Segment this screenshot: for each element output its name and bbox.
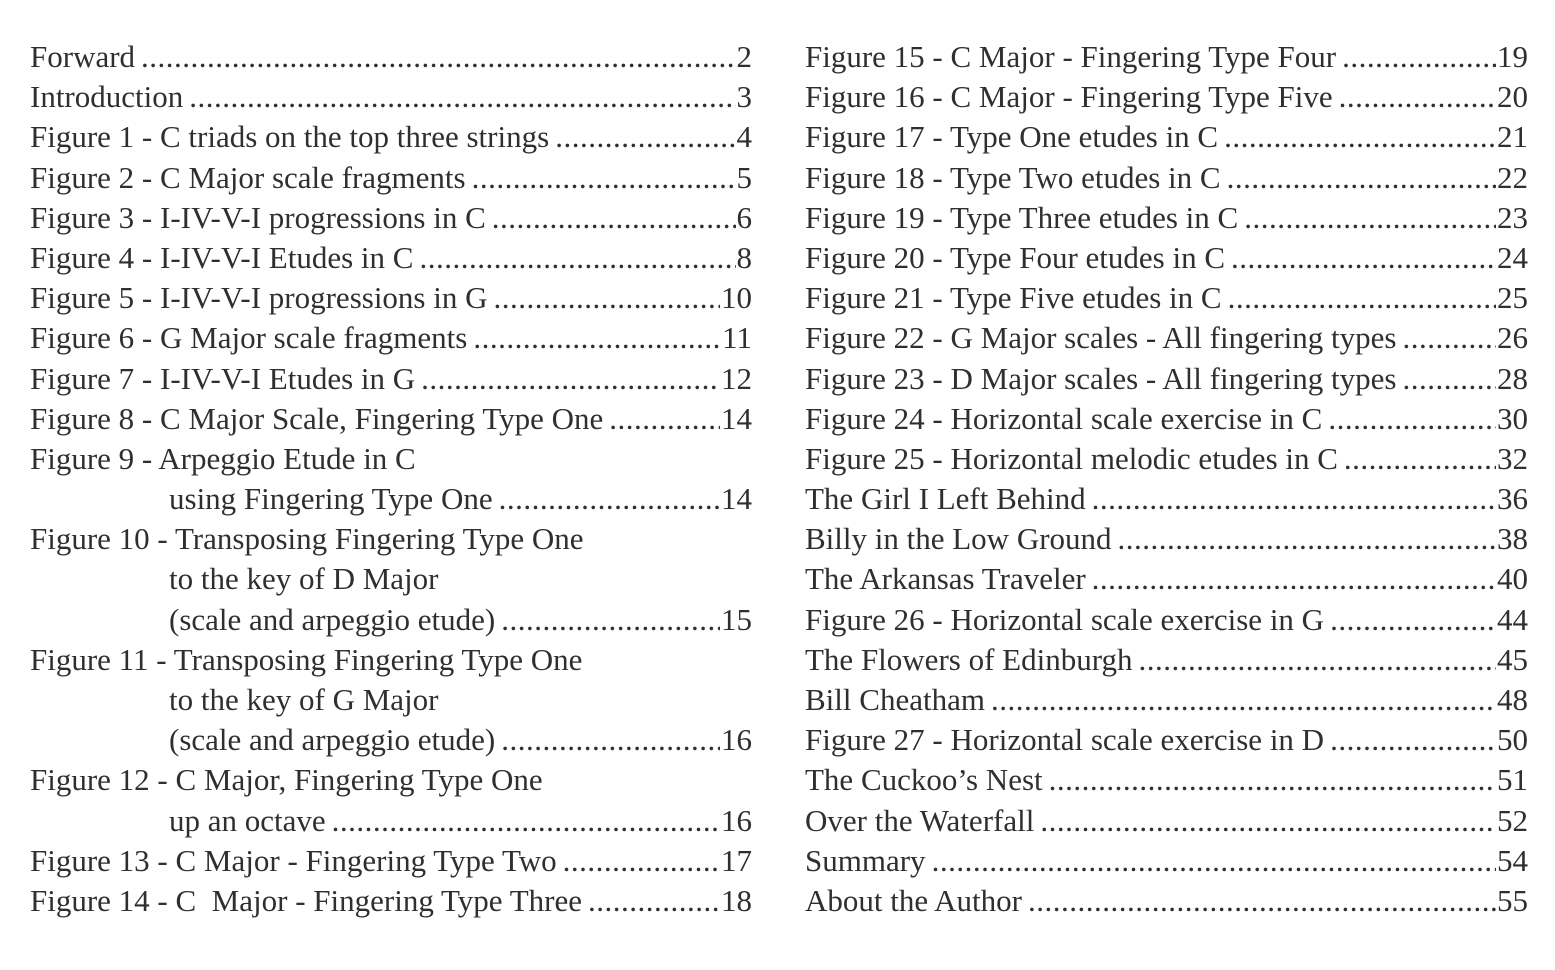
toc-page-number: 3 — [736, 79, 752, 115]
toc-entry-title: using Fingering Type One — [169, 481, 493, 517]
toc-entry-line — [805, 519, 1528, 559]
toc-entry-figure-22-g-major-scales-all-fingering-types — [805, 318, 1528, 358]
toc-entry-about-the-author — [805, 881, 1528, 921]
toc-entry-title: up an octave — [169, 802, 326, 838]
toc-entry-title: Forward — [30, 39, 136, 74]
toc-entry-line — [30, 77, 752, 117]
dot-leader — [1118, 519, 1496, 559]
toc-page-number: 30 — [1497, 400, 1528, 436]
toc-entry-figure-4-i-iv-v-i-etudes-in-c — [30, 238, 752, 278]
toc-entry-line — [805, 158, 1528, 198]
toc-page-number: 36 — [1497, 481, 1528, 517]
toc-entry-figure-13-c-major-fingering-type-two — [30, 841, 752, 881]
toc-page-number: 50 — [1497, 722, 1528, 758]
dot-leader — [419, 238, 735, 278]
toc-entry-title: Figure 25 - Horizontal melodic etudes in C — [805, 440, 1338, 476]
toc-entry-figure-10-transposing-fingering-type-one — [30, 519, 752, 640]
toc-page-number: 5 — [736, 159, 752, 195]
toc-page-number: 18 — [721, 882, 752, 918]
toc-entry-title: About the Author — [805, 882, 1022, 918]
toc-entry-title: Figure 4 - I-IV-V-I Etudes in C — [30, 239, 414, 275]
toc-entry-figure-25-horizontal-melodic-etudes-in-c — [805, 439, 1528, 479]
toc-page-number: 15 — [721, 601, 752, 637]
toc-entry-line — [30, 238, 752, 278]
dot-leader — [1224, 117, 1496, 157]
toc-entry-line — [805, 600, 1528, 640]
toc-entry-figure-24-horizontal-scale-exercise-in-c — [805, 399, 1528, 439]
toc-entry-line — [805, 559, 1528, 599]
toc-page-number: 23 — [1497, 199, 1528, 235]
dot-leader — [1040, 801, 1496, 841]
dot-leader — [1244, 198, 1496, 238]
toc-entry-figure-9-arpeggio-etude-in-c — [30, 439, 752, 519]
toc-entry-forward — [30, 37, 752, 77]
dot-leader — [492, 198, 736, 238]
toc-entry-figure-12-c-major-fingering-type-one — [30, 760, 752, 840]
toc-entry-line — [30, 359, 752, 399]
toc-entry-title: Figure 13 - C Major - Fingering Type Two — [30, 842, 557, 878]
toc-entry-line — [805, 841, 1528, 881]
dot-leader — [189, 77, 735, 117]
dot-leader — [1049, 760, 1496, 800]
toc-page-number: 20 — [1497, 79, 1528, 115]
toc-page-number: 54 — [1497, 842, 1528, 878]
dot-leader — [1092, 479, 1496, 519]
dot-leader — [499, 479, 720, 519]
toc-entry-billy-in-the-low-ground — [805, 519, 1528, 559]
toc-entry-title: Bill Cheatham — [805, 682, 985, 717]
toc-entry-line — [805, 77, 1528, 117]
toc-right-column — [805, 37, 1528, 921]
toc-entry-figure-18-type-two-etudes-in-c — [805, 158, 1528, 198]
dot-leader — [1342, 37, 1496, 77]
toc-page-number: 55 — [1497, 882, 1528, 918]
toc-page-number: 38 — [1497, 521, 1528, 557]
toc-entry-figure-5-i-iv-v-i-progressions-in-g — [30, 278, 752, 318]
toc-entry-line — [30, 198, 752, 238]
toc-entry-title: Figure 5 - I-IV-V-I progressions in G — [30, 280, 488, 316]
dot-leader — [1028, 881, 1496, 921]
toc-entry-line — [30, 600, 752, 640]
toc-entry-figure-16-c-major-fingering-type-five — [805, 77, 1528, 117]
toc-entry-figure-27-horizontal-scale-exercise-in-d — [805, 720, 1528, 760]
toc-entry-figure-2-c-major-scale-fragments — [30, 158, 752, 198]
toc-page-number: 28 — [1497, 360, 1528, 396]
toc-page-number: 6 — [736, 199, 752, 235]
toc-entry-title: Figure 22 - G Major scales - All fingering types — [805, 320, 1397, 356]
toc-entry-line — [805, 318, 1528, 358]
dot-leader — [1330, 720, 1496, 760]
toc-page-number: 11 — [722, 320, 752, 356]
toc-entry-line — [805, 439, 1528, 479]
dot-leader — [141, 37, 735, 77]
toc-entry-line — [30, 158, 752, 198]
toc-entry-title: (scale and arpeggio etude) — [169, 722, 496, 758]
toc-page-number: 48 — [1497, 682, 1528, 717]
toc-entry-the-girl-i-left-behind — [805, 479, 1528, 519]
toc-entry-line — [30, 439, 752, 479]
toc-entry-title: Billy in the Low Ground — [805, 521, 1112, 557]
toc-entry-bill-cheatham — [805, 680, 1528, 720]
toc-entry-line — [30, 720, 752, 760]
toc-entry-title: The Cuckoo’s Nest — [805, 762, 1043, 798]
toc-page-number: 44 — [1497, 601, 1528, 637]
toc-entry-line — [805, 359, 1528, 399]
toc-entry-figure-15-c-major-fingering-type-four — [805, 37, 1528, 77]
toc-entry-line — [805, 117, 1528, 157]
toc-page-number: 12 — [721, 360, 752, 396]
dot-leader — [1328, 399, 1496, 439]
toc-page-number: 8 — [736, 239, 752, 275]
dot-leader — [472, 158, 736, 198]
toc-entry-line — [30, 559, 752, 599]
toc-entry-title: Figure 17 - Type One etudes in C — [805, 119, 1219, 155]
dot-leader — [1138, 640, 1496, 680]
toc-entry-line — [30, 640, 752, 680]
toc-entry-title: Over the Waterfall — [805, 802, 1035, 838]
toc-page-number: 40 — [1497, 561, 1528, 597]
toc-entry-line — [30, 881, 752, 921]
toc-entry-title: Figure 3 - I-IV-V-I progressions in C — [30, 199, 486, 235]
toc-page-number: 10 — [721, 280, 752, 316]
toc-entry-title: Figure 24 - Horizontal scale exercise in C — [805, 400, 1323, 436]
dot-leader — [1092, 559, 1496, 599]
toc-entry-figure-21-type-five-etudes-in-c — [805, 278, 1528, 318]
toc-entry-line — [30, 278, 752, 318]
toc-page-number: 45 — [1497, 641, 1528, 677]
toc-entry-title: Figure 23 - D Major scales - All fingering types — [805, 360, 1397, 396]
toc-entry-line — [30, 117, 752, 157]
dot-leader — [473, 318, 721, 358]
toc-entry-figure-20-type-four-etudes-in-c — [805, 238, 1528, 278]
dot-leader — [555, 117, 735, 157]
toc-entry-title: Figure 1 - C triads on the top three strings — [30, 119, 550, 155]
toc-entry-title: Figure 19 - Type Three etudes in C — [805, 199, 1239, 235]
dot-leader — [991, 680, 1496, 720]
dot-leader — [1402, 359, 1496, 399]
toc-entry-figure-23-d-major-scales-all-fingering-types — [805, 359, 1528, 399]
toc-entry-summary — [805, 841, 1528, 881]
toc-page-number: 16 — [721, 802, 752, 838]
toc-entry-title: Figure 14 - C Major - Fingering Type Three — [30, 882, 583, 918]
toc-entry-line — [30, 801, 752, 841]
toc-entry-figure-26-horizontal-scale-exercise-in-g — [805, 600, 1528, 640]
dot-leader — [332, 801, 720, 841]
dot-leader — [421, 359, 720, 399]
toc-entry-line — [805, 198, 1528, 238]
dot-leader — [1227, 158, 1496, 198]
toc-entry-title: Figure 16 - C Major - Fingering Type Five — [805, 79, 1333, 115]
dot-leader — [563, 841, 720, 881]
toc-entry-title: Figure 7 - I-IV-V-I Etudes in G — [30, 360, 416, 396]
toc-entry-line — [805, 801, 1528, 841]
toc-page-number: 2 — [736, 39, 752, 74]
toc-entry-title: Figure 8 - C Major Scale, Fingering Type One — [30, 400, 604, 436]
toc-page-number: 4 — [736, 119, 752, 155]
toc-entry-line — [805, 720, 1528, 760]
toc-entry-title: Figure 15 - C Major - Fingering Type Four — [805, 39, 1337, 74]
toc-page-number: 24 — [1497, 239, 1528, 275]
toc-entry-title: Figure 2 - C Major scale fragments — [30, 159, 466, 195]
toc-entry-title: Figure 20 - Type Four etudes in C — [805, 239, 1226, 275]
dot-leader — [932, 841, 1496, 881]
toc-entry-figure-6-g-major-scale-fragments — [30, 318, 752, 358]
toc-entry-title: Figure 27 - Horizontal scale exercise in D — [805, 722, 1325, 758]
dot-leader — [1231, 238, 1496, 278]
toc-page-number: 32 — [1497, 440, 1528, 476]
toc-entry-figure-14-c-major-fingering-type-three — [30, 881, 752, 921]
toc-page-number: 17 — [721, 842, 752, 878]
toc-entry-figure-7-i-iv-v-i-etudes-in-g — [30, 359, 752, 399]
toc-entry-title: Figure 10 - Transposing Fingering Type One — [30, 521, 584, 557]
toc-entry-title: to the key of G Major — [169, 682, 439, 717]
toc-entry-the-cuckoo-s-nest — [805, 760, 1528, 800]
toc-entry-figure-3-i-iv-v-i-progressions-in-c — [30, 198, 752, 238]
toc-entry-figure-11-transposing-fingering-type-one — [30, 640, 752, 761]
toc-entry-line — [805, 37, 1528, 77]
toc-entry-figure-1-c-triads-on-the-top-three-strings — [30, 117, 752, 157]
toc-entry-the-flowers-of-edinburgh — [805, 640, 1528, 680]
toc-entry-line — [30, 760, 752, 800]
toc-entry-line — [30, 399, 752, 439]
toc-entry-title: The Flowers of Edinburgh — [805, 641, 1133, 677]
dot-leader — [501, 600, 720, 640]
toc-page-number: 21 — [1497, 119, 1528, 155]
toc-entry-line — [30, 519, 752, 559]
dot-leader — [1330, 600, 1496, 640]
toc-entry-line — [805, 399, 1528, 439]
toc-entry-figure-17-type-one-etudes-in-c — [805, 117, 1528, 157]
toc-entry-over-the-waterfall — [805, 801, 1528, 841]
toc-page-number: 14 — [721, 481, 752, 517]
dot-leader — [609, 399, 720, 439]
dot-leader — [1228, 278, 1496, 318]
toc-entry-line — [30, 479, 752, 519]
toc-entry-title: Introduction — [30, 79, 184, 115]
toc-entry-line — [805, 278, 1528, 318]
toc-entry-line — [30, 318, 752, 358]
toc-entry-title: Summary — [805, 842, 926, 878]
toc-page-number: 26 — [1497, 320, 1528, 356]
toc-page-number: 22 — [1497, 159, 1528, 195]
dot-leader — [1339, 77, 1496, 117]
toc-entry-title: The Girl I Left Behind — [805, 481, 1086, 517]
toc-left-column — [30, 37, 752, 921]
toc-entry-title: Figure 12 - C Major, Fingering Type One — [30, 762, 543, 798]
toc-page-number: 14 — [721, 400, 752, 436]
toc-entry-line — [805, 238, 1528, 278]
dot-leader — [1344, 439, 1496, 479]
toc-entry-line — [805, 680, 1528, 720]
toc-entry-title: (scale and arpeggio etude) — [169, 601, 496, 637]
toc-entry-line — [805, 760, 1528, 800]
dot-leader — [1402, 318, 1496, 358]
dot-leader — [588, 881, 720, 921]
toc-entry-line — [30, 841, 752, 881]
toc-entry-introduction — [30, 77, 752, 117]
toc-entry-line — [805, 479, 1528, 519]
toc-entry-line — [30, 680, 752, 720]
toc-page-number: 51 — [1497, 762, 1528, 798]
toc-entry-figure-19-type-three-etudes-in-c — [805, 198, 1528, 238]
toc-entry-title: Figure 21 - Type Five etudes in C — [805, 280, 1222, 316]
dot-leader — [494, 278, 721, 318]
toc-page-number: 19 — [1497, 39, 1528, 74]
toc-entry-title: Figure 11 - Transposing Fingering Type One — [30, 641, 583, 677]
toc-entry-line — [805, 881, 1528, 921]
toc-entry-title: to the key of D Major — [169, 561, 439, 597]
toc-entry-line — [805, 640, 1528, 680]
toc-page-number: 52 — [1497, 802, 1528, 838]
toc-entry-line — [30, 37, 752, 77]
toc-entry-title: Figure 9 - Arpeggio Etude in C — [30, 440, 416, 476]
toc-entry-the-arkansas-traveler — [805, 559, 1528, 599]
dot-leader — [501, 720, 720, 760]
toc-page-number: 25 — [1497, 280, 1528, 316]
toc-entry-title: Figure 6 - G Major scale fragments — [30, 320, 468, 356]
toc-entry-title: The Arkansas Traveler — [805, 561, 1086, 597]
toc-page-number: 16 — [721, 722, 752, 758]
toc-entry-figure-8-c-major-scale-fingering-type-one — [30, 399, 752, 439]
toc-entry-title: Figure 26 - Horizontal scale exercise in G — [805, 601, 1325, 637]
toc-entry-title: Figure 18 - Type Two etudes in C — [805, 159, 1221, 195]
